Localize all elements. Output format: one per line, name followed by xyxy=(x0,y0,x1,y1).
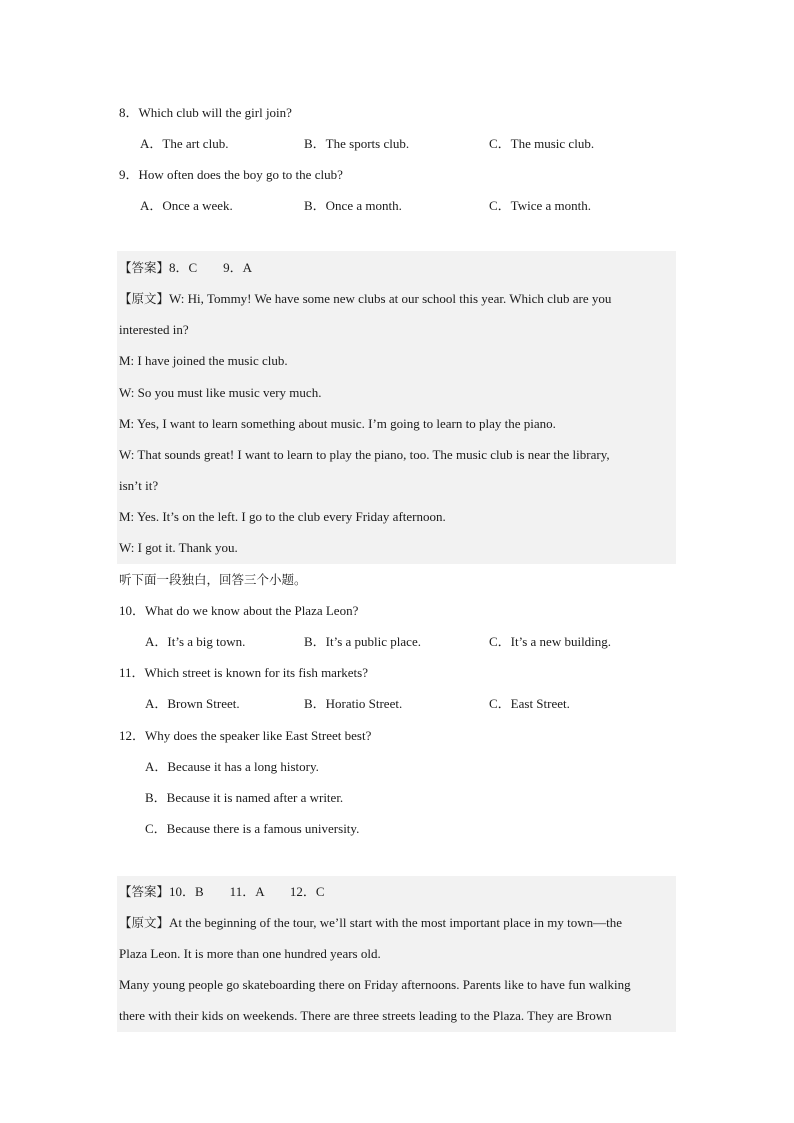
script-1-line-3: M: I have joined the music club. xyxy=(119,353,288,368)
answer-1 xyxy=(119,259,252,277)
answer-1-label: 【答案】 xyxy=(119,260,170,275)
question-10-option-c: C．It’s a new building. xyxy=(489,634,612,649)
script-1-line-2: interested in? xyxy=(119,322,189,337)
question-8-option-c: C．The music club. xyxy=(489,136,595,151)
question-12-option-b: B．Because it is named after a writer. xyxy=(145,790,344,805)
question-9-option-b: B．Once a month. xyxy=(304,198,402,213)
script-2-line-2: Plaza Leon. It is more than one hundred years old. xyxy=(119,946,381,961)
script-1-line-5: M: Yes, I want to learn something about music. I’m going to learn to play the piano. xyxy=(119,416,556,431)
answer-2-label: 【答案】 xyxy=(119,884,170,899)
script-1-line-8: M: Yes. It’s on the left. I go to the club every Friday afternoon. xyxy=(119,509,446,524)
script-1-label: 【原文】 xyxy=(119,291,170,306)
script-1-text: W: Hi, Tommy! We have some new clubs at our school this year. Which club are you xyxy=(169,291,612,306)
answer-2 xyxy=(119,883,325,901)
script-1-line-1 xyxy=(119,290,611,308)
script-2-line-3: Many young people go skateboarding there on Friday afternoons. Parents like to have fun walking xyxy=(119,977,631,992)
question-11-option-c: C．East Street. xyxy=(489,696,570,711)
section-instruction: 听下面一段独白，回答三个小题。 xyxy=(119,572,307,587)
question-9-option-a: A．Once a week. xyxy=(140,198,233,213)
question-11-option-b: B．Horatio Street. xyxy=(304,696,403,711)
question-10-option-b: B．It’s a public place. xyxy=(304,634,421,649)
question-8-option-a: A．The art club. xyxy=(140,136,229,151)
question-11-stem: 11．Which street is known for its fish markets? xyxy=(119,665,368,680)
question-12-option-a: A．Because it has a long history. xyxy=(145,759,319,774)
answer-1-text: 8．C 9．A xyxy=(169,260,253,275)
question-10-stem: 10．What do we know about the Plaza Leon? xyxy=(119,603,359,618)
script-1-line-6: W: That sounds great! I want to learn to play the piano, too. The music club is near the library, xyxy=(119,447,610,462)
script-1-line-9: W: I got it. Thank you. xyxy=(119,540,238,555)
question-8-option-b: B．The sports club. xyxy=(304,136,410,151)
script-1-line-7: isn’t it? xyxy=(119,478,159,493)
script-2-line-4: there with their kids on weekends. There are three streets leading to the Plaza. They are Brown xyxy=(119,1008,612,1023)
answer-2-text: 10．B 11．A 12．C xyxy=(169,884,325,899)
question-10-option-a: A．It’s a big town. xyxy=(145,634,246,649)
question-8-stem: 8．Which club will the girl join? xyxy=(119,105,292,120)
question-12-option-c: C．Because there is a famous university. xyxy=(145,821,360,836)
script-2-label: 【原文】 xyxy=(119,915,170,930)
script-1-line-4: W: So you must like music very much. xyxy=(119,385,322,400)
script-2-text: At the beginning of the tour, we’ll start with the most important place in my town—the xyxy=(169,915,622,930)
script-2-line-1 xyxy=(119,914,622,932)
question-9-option-c: C．Twice a month. xyxy=(489,198,591,213)
question-12-stem: 12．Why does the speaker like East Street best? xyxy=(119,728,372,743)
question-9-stem: 9．How often does the boy go to the club? xyxy=(119,167,343,182)
question-11-option-a: A．Brown Street. xyxy=(145,696,240,711)
